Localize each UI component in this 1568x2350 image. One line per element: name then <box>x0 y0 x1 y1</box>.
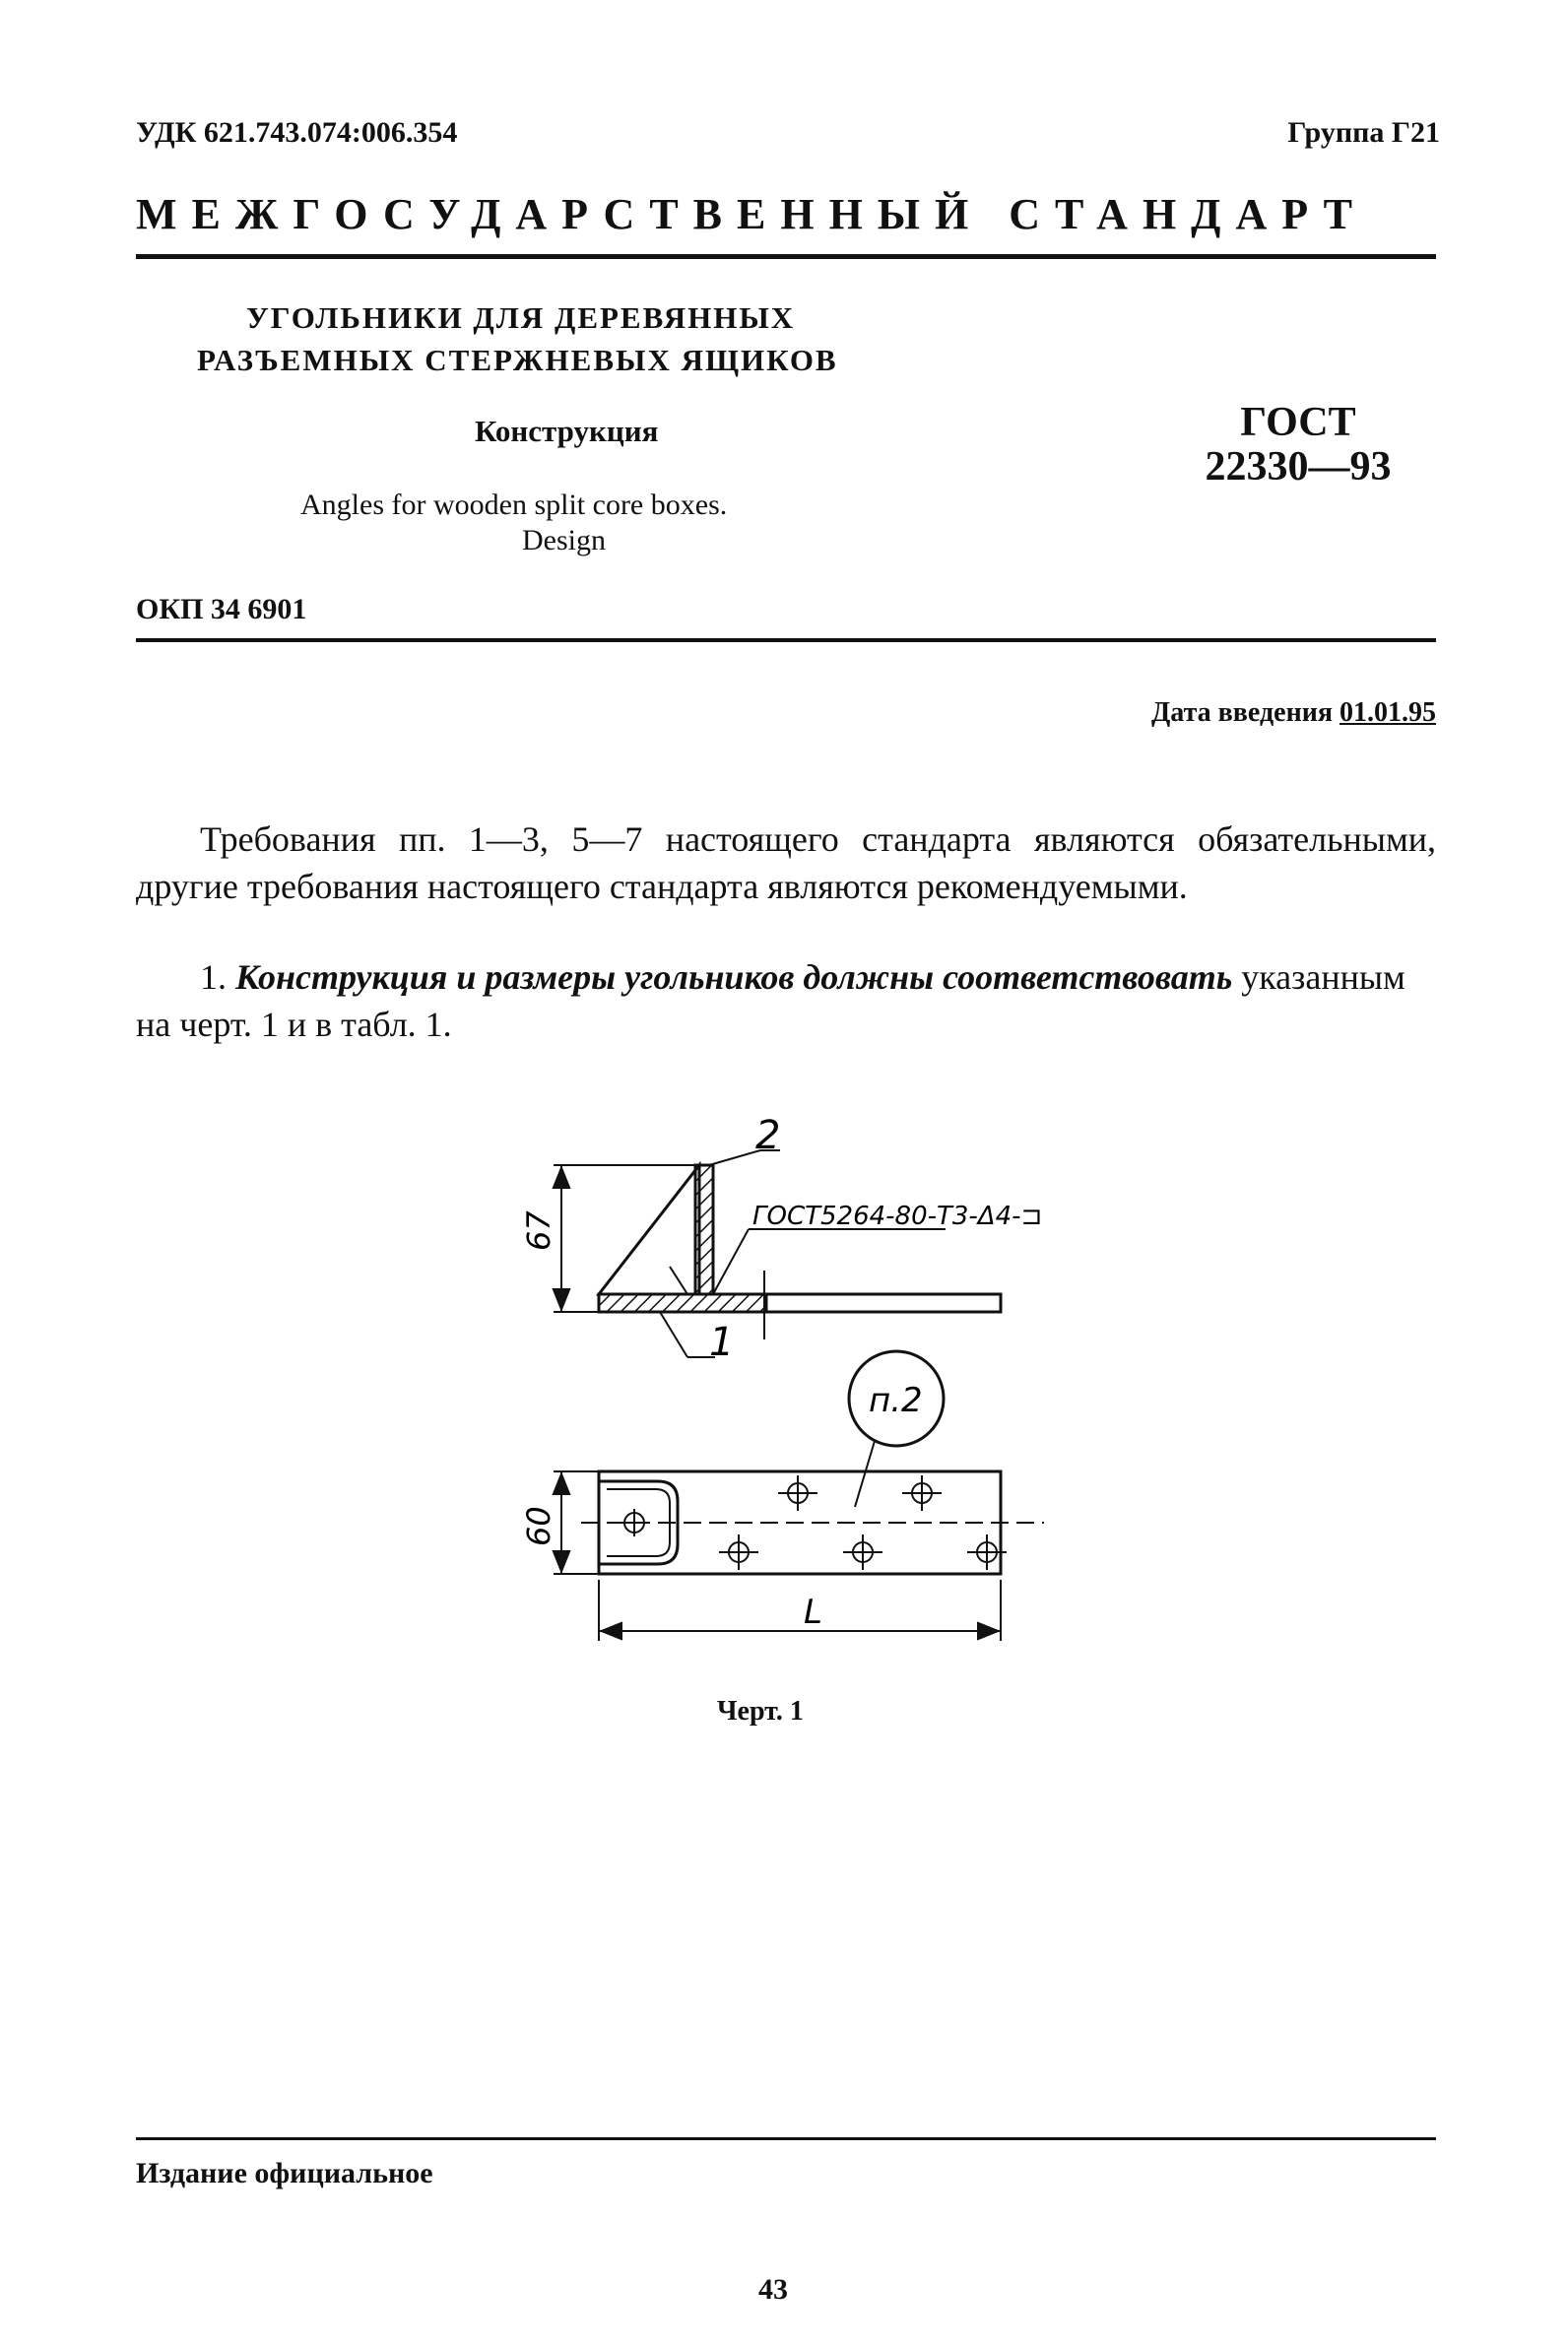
intro-date-label: Дата введения <box>1151 697 1333 728</box>
label-part2: 2 <box>755 1113 781 1158</box>
gusset-outline <box>599 1165 699 1294</box>
paragraph-1 <box>136 953 1436 1048</box>
page-number: 43 <box>758 2273 788 2306</box>
leader-part1 <box>660 1312 687 1357</box>
drawing-angle <box>512 1113 1064 1694</box>
ref-note: п.2 <box>869 1381 923 1420</box>
group-code: Группа Г21 <box>1287 116 1440 149</box>
english-title-line-2: Design <box>522 524 606 556</box>
okp-rule <box>136 638 1436 642</box>
paragraph-1-rest: указанным на черт. 1 и в табл. 1. <box>136 957 1405 1044</box>
vertical-plate <box>695 1165 713 1294</box>
gost-number: 22330—93 <box>1205 444 1392 490</box>
horizontal-plate-hatch <box>599 1294 766 1312</box>
paragraph-1-number: 1. <box>200 957 227 997</box>
footer-rule <box>136 2137 1436 2140</box>
ref-leader <box>855 1441 875 1507</box>
paragraph-requirements: Требования пп. 1—3, 5—7 настоящего стандарта являются обязательными, другие требования настоящего стандарта являются рекомендуемыми. <box>136 819 1436 906</box>
drawing-caption: Черт. 1 <box>717 1696 804 1727</box>
side-view <box>554 1150 1001 1357</box>
intro-date-value: 01.01.95 <box>1339 697 1436 728</box>
edition-label: Издание официальное <box>136 2157 433 2189</box>
title-line-1: УГОЛЬНИКИ ДЛЯ ДЕРЕВЯННЫХ <box>246 300 796 335</box>
intro-date <box>1151 697 1436 729</box>
weld-arrow-2 <box>713 1229 749 1294</box>
english-title-line-1: Angles for wooden split core boxes. <box>300 489 728 521</box>
weld-note: ГОСТ5264-80-Т3-Δ4-⊐ <box>752 1202 1043 1231</box>
header-rule <box>136 254 1436 259</box>
dim-60: 60 <box>520 1506 557 1546</box>
paragraph-1-italic: Конструкция и размеры угольников должны соответствовать <box>235 957 1233 997</box>
plan-view <box>554 1471 1044 1641</box>
leader-part2 <box>709 1150 760 1165</box>
okp-code: ОКП 34 6901 <box>136 593 307 625</box>
dim-l: L <box>804 1593 822 1632</box>
weld-arrow-1 <box>670 1267 687 1294</box>
label-part1: 1 <box>709 1320 735 1365</box>
gost-label: ГОСТ <box>1240 400 1356 445</box>
interstate-standard-heading: МЕЖГОСУДАРСТВЕННЫЙ СТАНДАРТ <box>136 190 1367 238</box>
title-line-2: РАЗЪЕМНЫХ СТЕРЖНЕВЫХ ЯЩИКОВ <box>197 343 838 377</box>
dim-67: 67 <box>520 1210 557 1251</box>
subtitle: Конструкция <box>475 414 659 448</box>
udk-code: УДК 621.743.074:006.354 <box>136 116 458 149</box>
